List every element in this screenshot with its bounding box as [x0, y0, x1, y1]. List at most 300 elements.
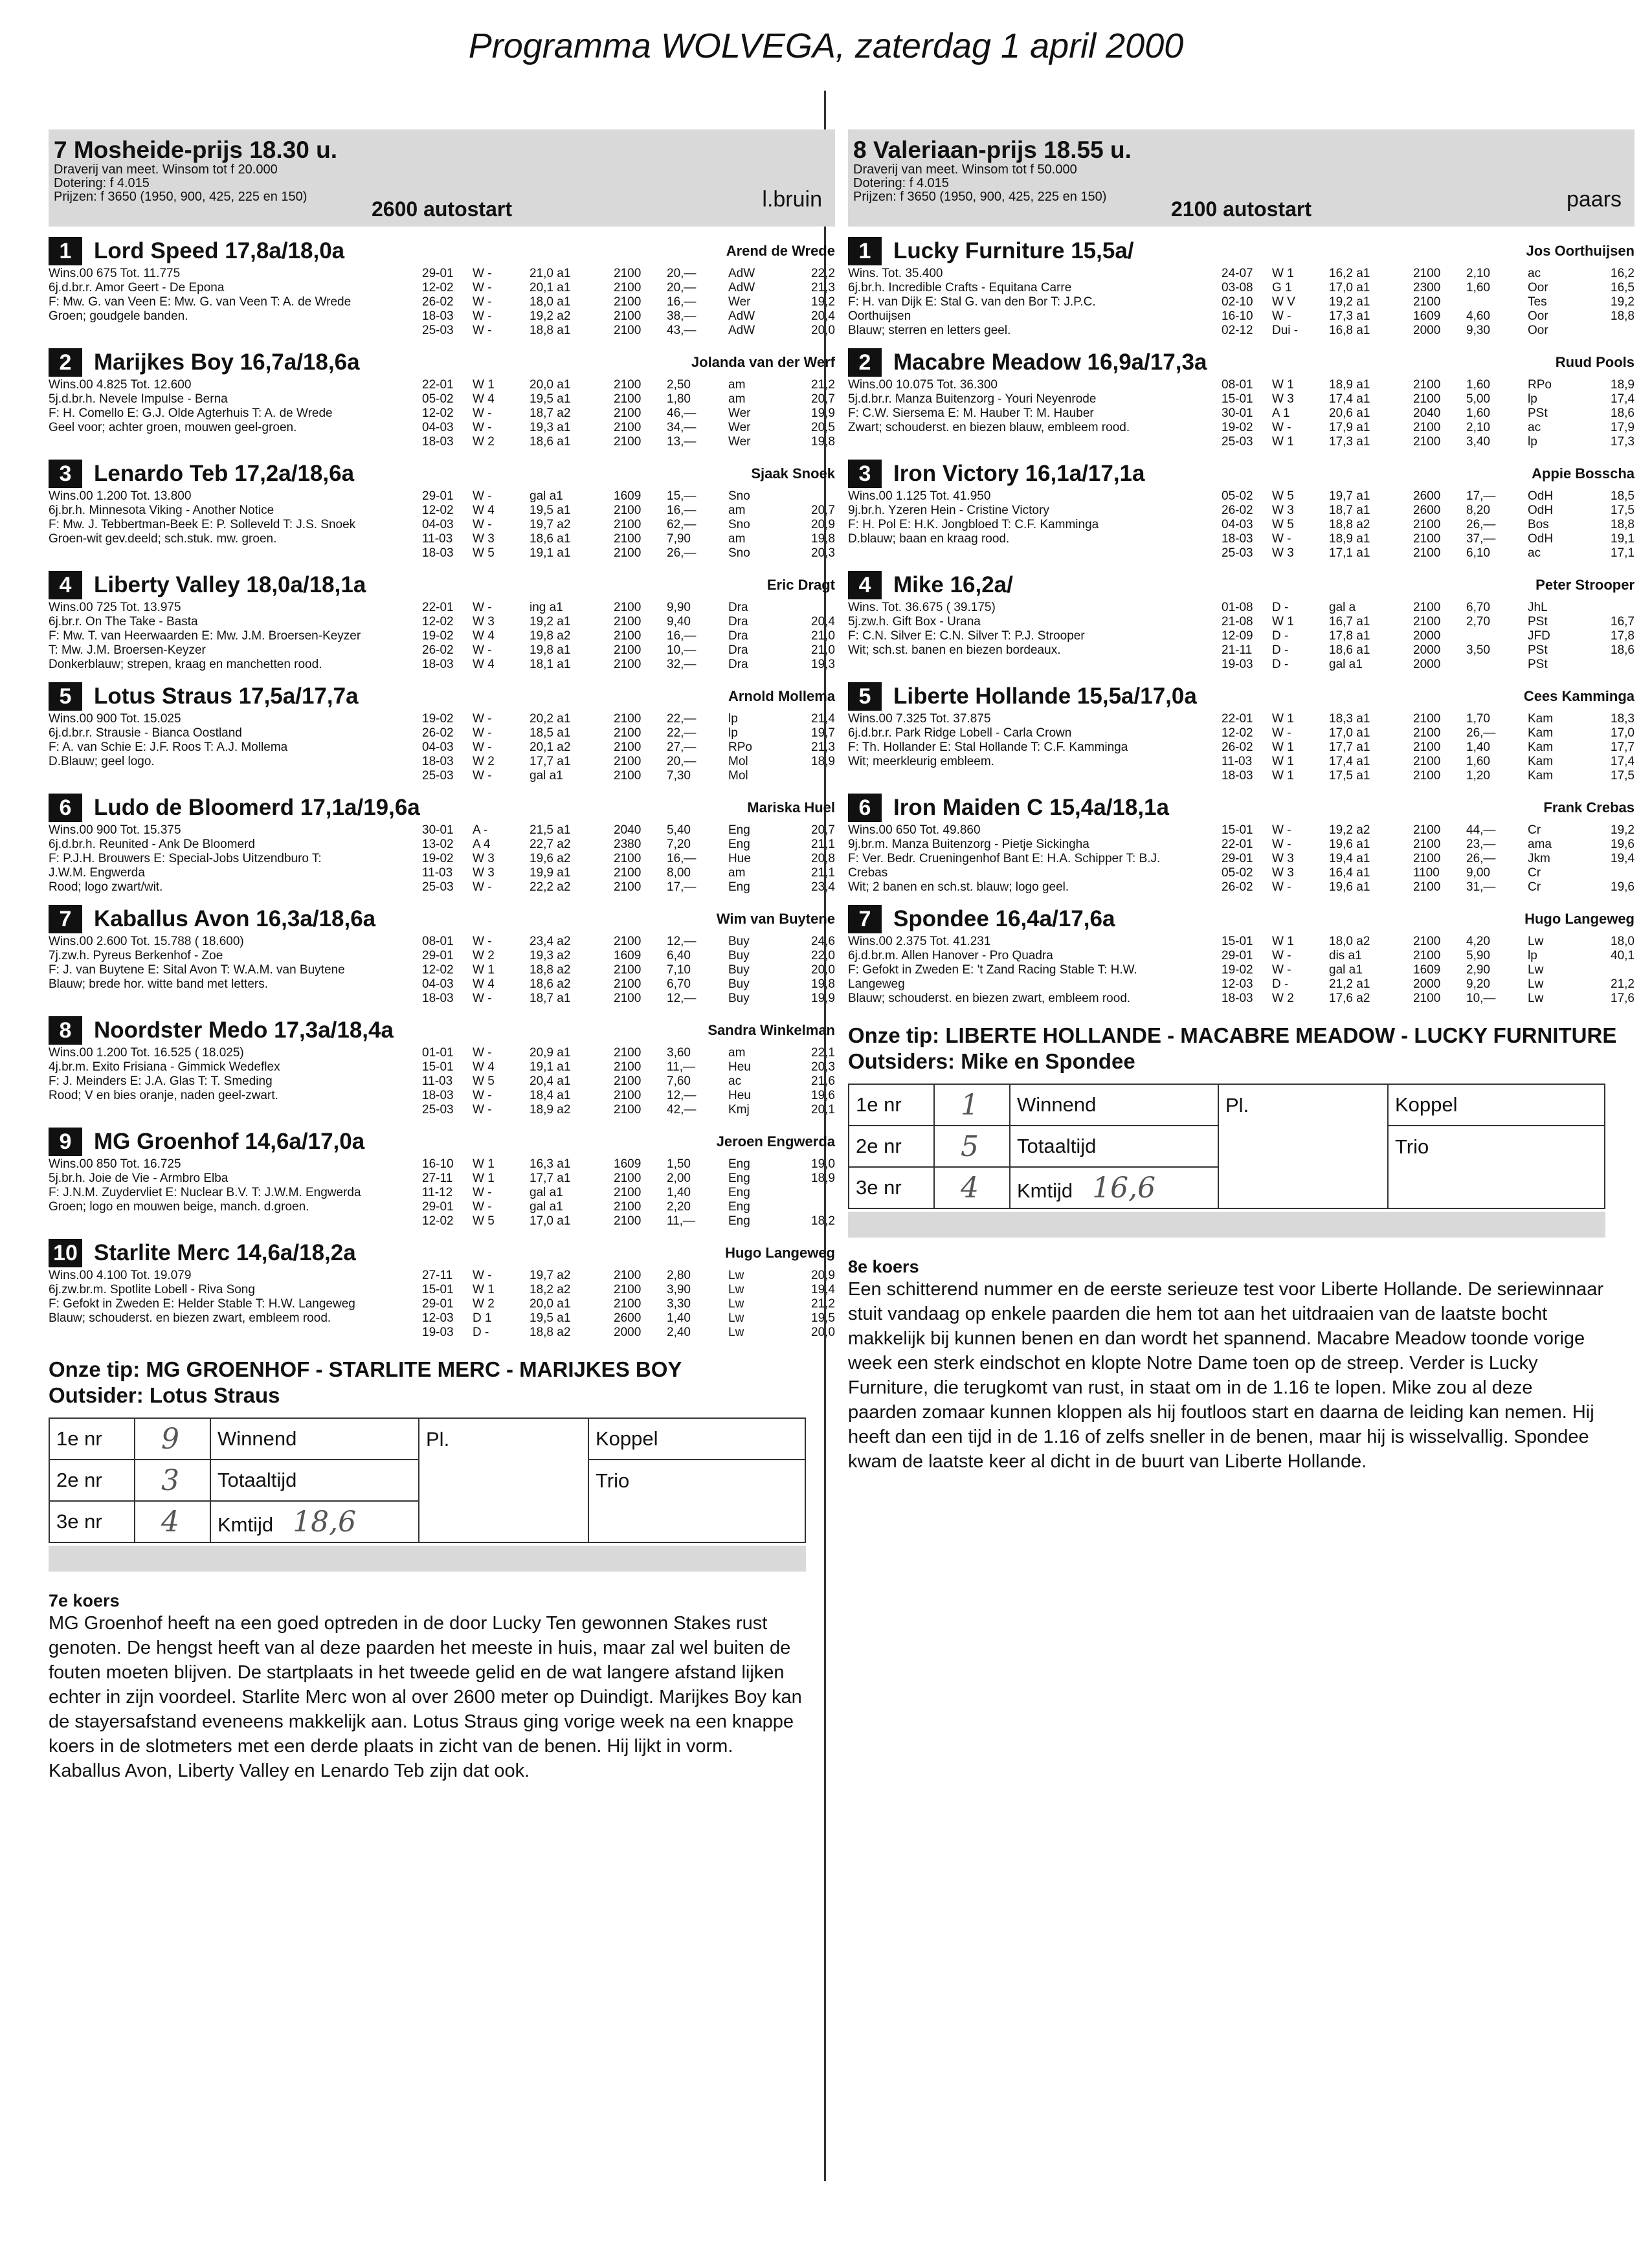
performance-table [422, 267, 835, 338]
performance-row [422, 1214, 835, 1228]
performance-row [422, 378, 835, 392]
performance-cell: 25-03 [422, 324, 454, 337]
performance-cell: 20,1 [811, 1103, 835, 1117]
performance-cell: 2100 [614, 532, 642, 546]
performance-cell: W - [1272, 838, 1291, 851]
horse-info-line: Blauw; sterren en letters geel. [848, 324, 1011, 337]
performance-cell: 2100 [614, 712, 642, 726]
form-trio-cell[interactable] [1388, 1126, 1605, 1208]
performance-cell [796, 489, 835, 504]
form-label: Totaaltijd [218, 1469, 297, 1491]
performance-cell: JhL [1528, 601, 1548, 614]
performance-cell: 2100 [614, 281, 642, 295]
handwritten-number: 3 [161, 1463, 179, 1497]
driver-name: Peter Strooper [1535, 577, 1635, 593]
performance-cell: 22-01 [1222, 712, 1253, 726]
performance-cell: 04-03 [422, 977, 454, 991]
performance-cell: W - [1272, 880, 1291, 894]
performance-row [1222, 615, 1635, 629]
performance-cell: 25-03 [1222, 435, 1253, 449]
performance-cell: 26-02 [1222, 740, 1253, 754]
performance-cell: 18,9 a1 [1329, 378, 1370, 392]
performance-cell: 2100 [1413, 421, 1441, 434]
performance-cell: 2100 [614, 546, 642, 560]
performance-cell: Heu [728, 1089, 751, 1102]
horse-header [49, 570, 835, 601]
performance-cell: 2,50 [667, 378, 691, 392]
form-position-cell [49, 1460, 135, 1501]
horse-info-line: Wit; sch.st. banen en biezen bordeaux. [848, 643, 1061, 657]
form-handwritten-number[interactable] [934, 1126, 1010, 1167]
performance-cell: 6,70 [667, 977, 691, 991]
horse-info-line: Wins. Tot. 35.400 [848, 267, 943, 280]
horse-info-line: 6j.d.br.m. Allen Hanover - Pro Quadra [848, 949, 1053, 962]
horse-info-line: Wins. Tot. 36.675 ( 39.175) [848, 601, 996, 614]
horse-body [848, 378, 1635, 449]
performance-cell: 7,20 [667, 838, 691, 851]
performance-table [422, 1046, 835, 1117]
horse-info-line: F: Mw. G. van Veen E: Mw. G. van Veen T: A. de Wrede [49, 295, 352, 309]
performance-cell: 2600 [1413, 489, 1441, 503]
performance-cell: 18,5 a1 [530, 726, 571, 740]
performance-cell: W - [473, 1269, 492, 1282]
form-label: Kmtijd [218, 1513, 274, 1536]
performance-cell: 20,3 [811, 546, 835, 560]
performance-cell: W - [1272, 963, 1291, 977]
performance-cell: 20,7 [811, 504, 835, 517]
performance-row [422, 1311, 835, 1326]
form-koppel-cell[interactable] [588, 1418, 805, 1460]
performance-cell: 21,2 [1611, 977, 1635, 991]
performance-cell: 11-03 [422, 866, 453, 880]
form-handwritten-number[interactable] [135, 1418, 210, 1460]
performance-cell: Kam [1528, 740, 1554, 754]
horse-info [49, 935, 422, 1006]
performance-cell: 21,1 [811, 838, 835, 851]
performance-row [1222, 963, 1635, 977]
performance-cell: 5,40 [667, 823, 691, 837]
performance-cell: 10,— [667, 643, 697, 657]
performance-cell: W 3 [473, 866, 495, 880]
performance-cell: W - [473, 935, 492, 948]
horse-entry [848, 792, 1635, 895]
performance-cell: am [728, 504, 746, 517]
performance-cell: Mol [728, 755, 748, 768]
performance-cell: 2100 [614, 518, 642, 531]
form-place-cell[interactable] [419, 1418, 588, 1542]
performance-cell: 17,4 [1611, 392, 1635, 406]
performance-cell: 29-01 [422, 267, 454, 280]
race-distance: 2600 autostart [372, 197, 512, 221]
horse-info-line: 6j.d.br.h. Reunited - Ank De Bloomerd [49, 838, 255, 851]
form-position-cell [849, 1084, 934, 1126]
performance-cell: 25-03 [422, 769, 454, 783]
horse-entry [848, 904, 1635, 1006]
performance-cell: 19-02 [1222, 421, 1253, 434]
performance-cell: 15-01 [1222, 935, 1253, 948]
performance-cell [1596, 601, 1635, 615]
horse-entry [848, 570, 1635, 672]
performance-row [1222, 406, 1635, 421]
performance-cell: Jkm [1528, 852, 1550, 865]
performance-cell: gal a1 [530, 1200, 563, 1214]
performance-cell: 20,8 [811, 852, 835, 865]
performance-cell: W - [473, 1089, 492, 1102]
horse-info [49, 489, 422, 561]
performance-cell: 1,50 [667, 1157, 691, 1171]
performance-cell: 18,0 a1 [530, 295, 571, 309]
horse-name: Spondee 16,4a/17,6a [893, 906, 1115, 931]
horse-number: 9 [49, 1128, 82, 1156]
driver-name: Frank Crebas [1543, 799, 1635, 816]
performance-cell: AdW [728, 281, 755, 295]
performance-table [1222, 712, 1635, 783]
driver-name: Arnold Mollema [728, 688, 835, 704]
performance-cell: 18-03 [422, 309, 454, 323]
performance-cell: 2100 [614, 1103, 642, 1117]
performance-cell: 44,— [1466, 823, 1496, 837]
horse-info-line: Langeweg [848, 977, 905, 991]
performance-cell: Lw [728, 1269, 744, 1282]
performance-cell: Oor [1528, 281, 1548, 295]
performance-cell: 15-01 [1222, 823, 1253, 837]
horse-info-line: Blauw; brede hor. witte band met letters. [49, 977, 269, 991]
horse-entry [49, 1126, 835, 1228]
performance-cell: 18-03 [422, 992, 454, 1005]
performance-table [422, 1269, 835, 1340]
performance-cell: 20,0 [811, 324, 835, 337]
performance-cell: 12-09 [1222, 629, 1253, 643]
performance-cell: 8,00 [667, 866, 691, 880]
performance-cell: 1,80 [667, 392, 691, 406]
form-handwritten-number[interactable] [135, 1501, 210, 1542]
performance-cell: Oor [1528, 324, 1548, 337]
performance-cell: am [728, 392, 746, 406]
performance-cell: 17,5 [1611, 769, 1635, 783]
performance-cell: 18-03 [1222, 532, 1253, 546]
performance-cell: W 1 [473, 378, 495, 392]
performance-cell: 20,6 a1 [1329, 406, 1370, 420]
performance-cell: W 4 [473, 1060, 495, 1074]
performance-cell: 04-03 [422, 421, 454, 434]
performance-cell: PSt [1528, 658, 1548, 671]
performance-cell: 22-01 [1222, 838, 1253, 851]
form-position-cell [849, 1126, 934, 1167]
performance-cell: 24,6 [811, 935, 835, 948]
performance-cell: W 1 [1272, 378, 1294, 392]
performance-cell: 11-03 [1222, 755, 1253, 768]
horse-info [49, 1046, 422, 1117]
horse-name: Liberte Hollande 15,5a/17,0a [893, 684, 1197, 709]
performance-cell: 18,7 a2 [530, 406, 571, 420]
form-position-cell [849, 1167, 934, 1208]
performance-table [422, 823, 835, 895]
performance-cell: W 1 [1272, 615, 1294, 628]
horse-body [848, 712, 1635, 783]
performance-cell: 18-03 [422, 435, 454, 449]
performance-cell: 2100 [614, 1269, 642, 1282]
race-8-column [848, 129, 1635, 1474]
performance-cell: 22,1 [811, 1046, 835, 1060]
performance-cell: 16,— [667, 295, 697, 309]
performance-row [1222, 712, 1635, 726]
performance-cell: W - [473, 726, 492, 740]
performance-cell: 11-03 [422, 532, 453, 546]
performance-row [1222, 309, 1635, 324]
performance-cell: 11,— [667, 1214, 696, 1228]
performance-cell: 19,8 [811, 435, 835, 449]
performance-cell: 1,40 [667, 1186, 691, 1199]
performance-cell: W 5 [1272, 489, 1294, 503]
performance-cell: 2100 [614, 406, 642, 420]
performance-row [422, 1089, 835, 1103]
performance-cell [1596, 866, 1635, 880]
horse-header [848, 570, 1635, 601]
performance-cell: 7,30 [667, 769, 691, 783]
horse-header [848, 792, 1635, 823]
performance-cell: 3,60 [667, 1046, 691, 1060]
performance-cell: 17,1 [1611, 546, 1635, 560]
performance-cell: 18,6 [1611, 643, 1635, 657]
horse-name: Iron Maiden C 15,4a/18,1a [893, 795, 1170, 820]
horse-name: Mike 16,2a/ [893, 572, 1013, 597]
horse-info-line: F: Ver. Bedr. Crueningenhof Bant E: H.A. Schipper T: B.J. [848, 852, 1161, 865]
performance-cell: 2100 [614, 267, 642, 280]
performance-row [422, 392, 835, 406]
performance-cell: D - [473, 1326, 489, 1339]
performance-cell: 37,— [1466, 532, 1496, 546]
performance-row [1222, 295, 1635, 309]
performance-cell: Wer [728, 421, 751, 434]
horse-body [49, 1046, 835, 1117]
performance-row [422, 546, 835, 561]
horse-body [49, 935, 835, 1006]
performance-cell: 18-03 [1222, 769, 1253, 783]
performance-cell: 20,1 a2 [530, 740, 571, 754]
performance-cell: Lw [1528, 935, 1544, 948]
performance-cell: lp [728, 726, 738, 740]
horse-number: 2 [49, 348, 82, 377]
performance-cell: 18,8 [1611, 309, 1635, 323]
performance-cell: W 1 [1272, 267, 1294, 280]
performance-cell: W 1 [1272, 935, 1294, 948]
performance-cell: W 2 [1272, 992, 1294, 1005]
performance-cell: 32,— [667, 658, 697, 671]
performance-cell: 20,0 a1 [530, 378, 571, 392]
form-handwritten-number[interactable] [934, 1084, 1010, 1126]
performance-cell: 16,7 [1611, 615, 1635, 628]
performance-cell: W - [473, 489, 492, 503]
horse-entry [848, 681, 1635, 783]
performance-cell: am [728, 866, 746, 880]
performance-cell: 2100 [614, 1283, 642, 1296]
performance-row [1222, 726, 1635, 740]
horse-header [848, 347, 1635, 378]
performance-cell: Eng [728, 880, 750, 894]
performance-cell: 17,0 a1 [1329, 281, 1370, 295]
performance-table [1222, 489, 1635, 561]
horse-info-line: 6j.d.br.r. Amor Geert - De Epona [49, 281, 225, 295]
horse-info-line: 5j.br.h. Joie de Vie - Armbro Elba [49, 1172, 229, 1185]
performance-cell: 17,7 a1 [530, 755, 571, 768]
horse-body [49, 823, 835, 895]
performance-cell: W V [1272, 295, 1295, 309]
performance-cell: D - [1272, 643, 1289, 657]
performance-row [422, 769, 835, 783]
performance-cell: 2040 [1413, 406, 1441, 420]
handwritten-number: 4 [961, 1171, 979, 1205]
performance-cell: W - [473, 281, 492, 295]
driver-name: Appie Bosscha [1532, 465, 1635, 482]
performance-cell: 19,7 [811, 726, 835, 740]
performance-cell: 26-02 [1222, 880, 1253, 894]
performance-cell: 21,1 [811, 866, 835, 880]
performance-row [422, 1060, 835, 1074]
performance-cell: 04-03 [1222, 518, 1253, 531]
horse-info-line: F: H. van Dijk E: Stal G. van den Bor T: J.P.C. [848, 295, 1096, 309]
horse-number: 7 [848, 905, 882, 933]
form-trio-cell[interactable] [588, 1460, 805, 1542]
form-handwritten-number[interactable] [135, 1460, 210, 1501]
horse-info-line: T: Mw. J.M. Broersen-Keyzer [49, 643, 206, 657]
performance-cell: 8,20 [1466, 504, 1490, 517]
performance-cell: RPo [728, 740, 752, 754]
race-meta-line: Draverij van meet. Winsom tot f 50.000 [853, 162, 1077, 177]
race-meta-line: Prijzen: f 3650 (1950, 900, 425, 225 en 150) [54, 190, 307, 204]
performance-cell: 13,— [667, 435, 697, 449]
horse-number: 6 [848, 794, 882, 822]
performance-cell: 17,— [1466, 489, 1496, 503]
performance-cell: 2100 [1413, 601, 1441, 614]
performance-cell: 27,— [667, 740, 697, 754]
performance-row [422, 755, 835, 769]
performance-row [1222, 866, 1635, 880]
performance-cell: 21,5 a1 [530, 823, 571, 837]
horse-info-line: Rood; logo zwart/wit. [49, 880, 163, 894]
performance-row [422, 740, 835, 755]
performance-cell: 12-02 [422, 406, 454, 420]
form-place-cell[interactable] [1218, 1084, 1388, 1208]
performance-cell: 19,6 [1611, 838, 1635, 851]
performance-cell: 18,7 a1 [1329, 504, 1370, 517]
performance-row [422, 1103, 835, 1117]
performance-cell: Lw [1528, 977, 1544, 991]
performance-cell: W 4 [473, 977, 495, 991]
performance-cell: 20,— [667, 281, 697, 295]
performance-cell: JFD [1528, 629, 1550, 643]
performance-cell: 1609 [614, 949, 642, 962]
performance-cell: W - [473, 324, 492, 337]
performance-cell: 7,60 [667, 1074, 691, 1088]
performance-cell: am [728, 532, 746, 546]
performance-cell: 19,6 [811, 1089, 835, 1102]
performance-cell: 29-01 [422, 1297, 454, 1311]
performance-cell: lp [1528, 392, 1537, 406]
performance-cell: Buy [728, 963, 750, 977]
performance-cell: 19,5 a1 [530, 504, 571, 517]
performance-cell: D - [1272, 601, 1289, 614]
form-koppel-cell[interactable] [1388, 1084, 1605, 1126]
performance-cell: W - [473, 1186, 492, 1199]
performance-row [422, 726, 835, 740]
performance-cell: W - [473, 309, 492, 323]
performance-cell: 2100 [614, 392, 642, 406]
performance-row [1222, 324, 1635, 338]
performance-row [1222, 435, 1635, 449]
horse-info-line: Wins.00 2.600 Tot. 15.788 ( 18.600) [49, 935, 244, 948]
performance-cell: 22,2 a2 [530, 880, 571, 894]
performance-row [1222, 546, 1635, 561]
form-label-cell [1010, 1084, 1218, 1126]
form-handwritten-number[interactable] [934, 1167, 1010, 1208]
performance-row [1222, 852, 1635, 866]
performance-cell: Eng [728, 1172, 750, 1185]
performance-cell: 12-02 [422, 504, 454, 517]
performance-cell: 19-02 [422, 852, 454, 865]
performance-cell: 19,4 [1611, 852, 1635, 865]
performance-row [422, 281, 835, 295]
performance-cell: W 2 [473, 949, 495, 962]
performance-row [1222, 949, 1635, 963]
performance-row [1222, 769, 1635, 783]
horse-info-line: Crebas [848, 866, 888, 880]
performance-cell: 18,6 a1 [530, 435, 571, 449]
horse-entry [49, 792, 835, 895]
horse-info [49, 823, 422, 895]
performance-cell: W - [473, 1103, 492, 1117]
performance-cell: 19,2 a1 [1329, 295, 1370, 309]
performance-cell: 18,3 [1611, 712, 1635, 726]
tip-line: Onze tip: LIBERTE HOLLANDE - MACABRE MEADOW - LUCKY FURNITURE [848, 1023, 1617, 1047]
performance-cell: 2100 [1413, 295, 1441, 309]
horse-info-line: F: C.W. Siersema E: M. Hauber T: M. Hauber [848, 406, 1094, 420]
performance-cell: 11,— [667, 1060, 696, 1074]
performance-cell: W 1 [1272, 435, 1294, 449]
performance-cell: 17,1 a1 [1329, 546, 1370, 560]
performance-cell: 22,— [667, 712, 697, 726]
performance-cell: A - [473, 823, 488, 837]
performance-cell: 18,6 a1 [530, 532, 571, 546]
performance-cell: 3,30 [667, 1297, 691, 1311]
performance-row [422, 1269, 835, 1283]
performance-cell: 17,8 [1611, 629, 1635, 643]
tip-block [49, 1357, 835, 1408]
horse-info-line: Blauw; schouderst. en biezen zwart, embleem rood. [848, 992, 1131, 1005]
performance-cell: D - [1272, 658, 1289, 671]
performance-cell: 16,3 a1 [530, 1157, 571, 1171]
race-distance: 2100 autostart [1171, 197, 1312, 221]
performance-cell: 6,70 [1466, 601, 1490, 614]
performance-cell: 26,— [667, 546, 697, 560]
performance-cell: 22,2 [811, 267, 835, 280]
performance-cell: 20,3 [811, 1060, 835, 1074]
performance-cell: 31,— [1466, 880, 1496, 894]
race-color: paars [1566, 187, 1622, 212]
performance-cell: 1609 [1413, 963, 1441, 977]
performance-cell [1596, 324, 1635, 338]
performance-row [422, 977, 835, 992]
handwritten-number: 9 [161, 1422, 179, 1456]
performance-cell: 19,8 [811, 532, 835, 546]
performance-cell: 1,20 [1466, 769, 1490, 783]
performance-cell: 9,90 [667, 601, 691, 614]
performance-cell: Kam [1528, 726, 1554, 740]
performance-cell: W - [1272, 309, 1291, 323]
performance-cell [1466, 658, 1528, 672]
performance-table [1222, 378, 1635, 449]
performance-cell: 20,0 [811, 1326, 835, 1339]
horse-info-line: Groen; goudgele banden. [49, 309, 188, 323]
